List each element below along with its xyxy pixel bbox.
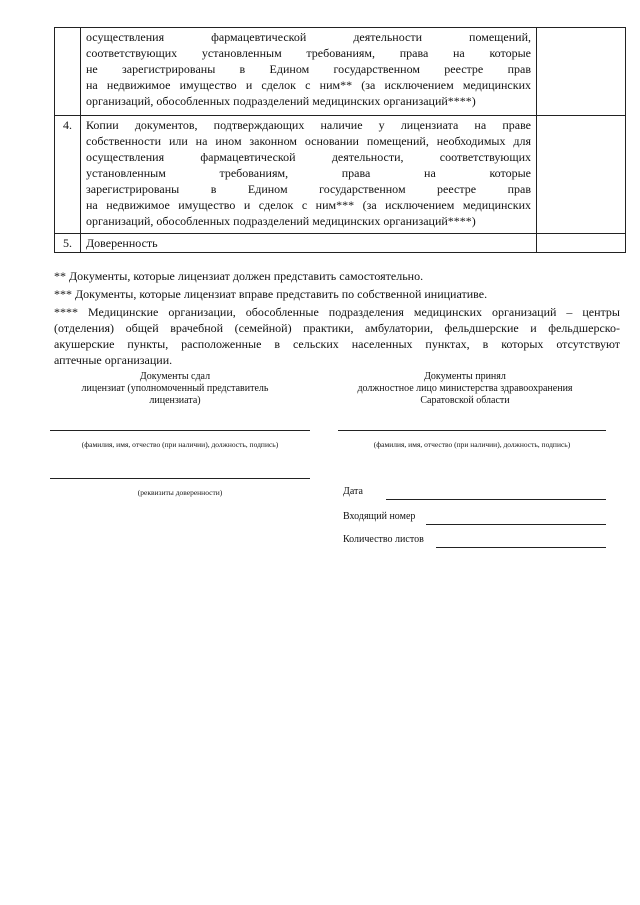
receiver-title-line: должностное лицо министерства здравоохранения	[357, 383, 573, 394]
submitter-signature-caption: (фамилия, имя, отчество (при наличии), должность, подпись)	[81, 440, 279, 449]
receiver-title-line: Документы принял	[424, 371, 506, 382]
receiver-title	[340, 371, 590, 407]
submitter-signature-line	[50, 430, 310, 431]
sheets-count-label: Количество листов	[343, 534, 424, 545]
row-empty-cell	[537, 116, 626, 234]
footnote-quad-star	[54, 304, 620, 368]
row-number: 4.	[55, 116, 81, 234]
row-text	[81, 234, 537, 253]
footnote-line: акушерские пункты, расположенные в сельских населенных пунктах, в которых отсутствуют	[54, 337, 620, 351]
footnotes	[54, 268, 620, 367]
row-text-line: организаций, обособленных подразделений медицинских организаций****)	[86, 94, 476, 108]
date-line	[386, 499, 606, 500]
row-text-line: осуществления фармацевтической деятельности, соответствующих	[86, 150, 531, 164]
row-text-line: собственности или на ином законном основании помещений, необходимых для	[86, 134, 531, 148]
row-text	[81, 116, 537, 234]
date-label: Дата	[343, 486, 363, 497]
row-empty-cell	[537, 28, 626, 116]
sheets-count-line	[436, 547, 606, 548]
proxy-details-line	[50, 478, 310, 479]
row-number	[55, 28, 81, 116]
footnote-line: аптечные организации.	[54, 353, 173, 367]
footnote-line: (отделения) общей врачебной (семейной) практики, амбулатории, фельдшерские и фельдшерско-	[54, 321, 620, 335]
row-text-line: на недвижимое имущество и сделок с ним** (за исключением медицинских	[86, 78, 531, 92]
row-empty-cell	[537, 234, 626, 253]
submitter-title	[60, 371, 290, 407]
row-text-line: на недвижимое имущество и сделок с ним*** (за исключением медицинских	[86, 198, 531, 212]
proxy-details-caption: (реквизиты доверенности)	[137, 488, 223, 497]
incoming-number-label: Входящий номер	[343, 511, 416, 522]
row-text-line: зарегистрированы в Едином государственном реестре прав	[86, 182, 531, 196]
row-text-line: Копии документов, подтверждающих наличие у лицензиата на праве	[86, 118, 531, 132]
footnote-triple-star: *** Документы, которые лицензиат вправе представить по собственной инициативе.	[54, 287, 488, 301]
documents-table	[54, 27, 626, 253]
table-row	[55, 116, 626, 234]
row-text-line: осуществления фармацевтической деятельности помещений,	[86, 30, 531, 44]
footnote-line: **** Медицинские организации, обособленные подразделения медицинских организаций – центры	[54, 305, 620, 319]
table-row	[55, 28, 626, 116]
incoming-number-line	[426, 524, 606, 525]
row-text-line: установленным требованиям, права на которые	[86, 166, 531, 180]
submitter-title-line: Документы сдал	[139, 371, 211, 382]
row-text-line: не зарегистрированы в Едином государственном реестре прав	[86, 62, 531, 76]
row-number: 5.	[55, 234, 81, 253]
submitter-title-line: лицензиата)	[149, 395, 201, 406]
row-text	[81, 28, 537, 116]
row-text-line: соответствующих установленным требованиям, права на которые	[86, 46, 531, 60]
receiver-signature-caption: (фамилия, имя, отчество (при наличии), должность, подпись)	[373, 440, 571, 449]
footnote-double-star: ** Документы, которые лицензиат должен представить самостоятельно.	[54, 269, 424, 283]
row-text-line: организаций, обособленных подразделений медицинских организаций****)	[86, 214, 476, 228]
row-text-line: Доверенность	[86, 236, 158, 250]
receiver-signature-line	[338, 430, 606, 431]
table-row	[55, 234, 626, 253]
receiver-title-line: Саратовской области	[420, 395, 510, 406]
submitter-title-line: лицензиат (уполномоченный представитель	[81, 383, 269, 394]
